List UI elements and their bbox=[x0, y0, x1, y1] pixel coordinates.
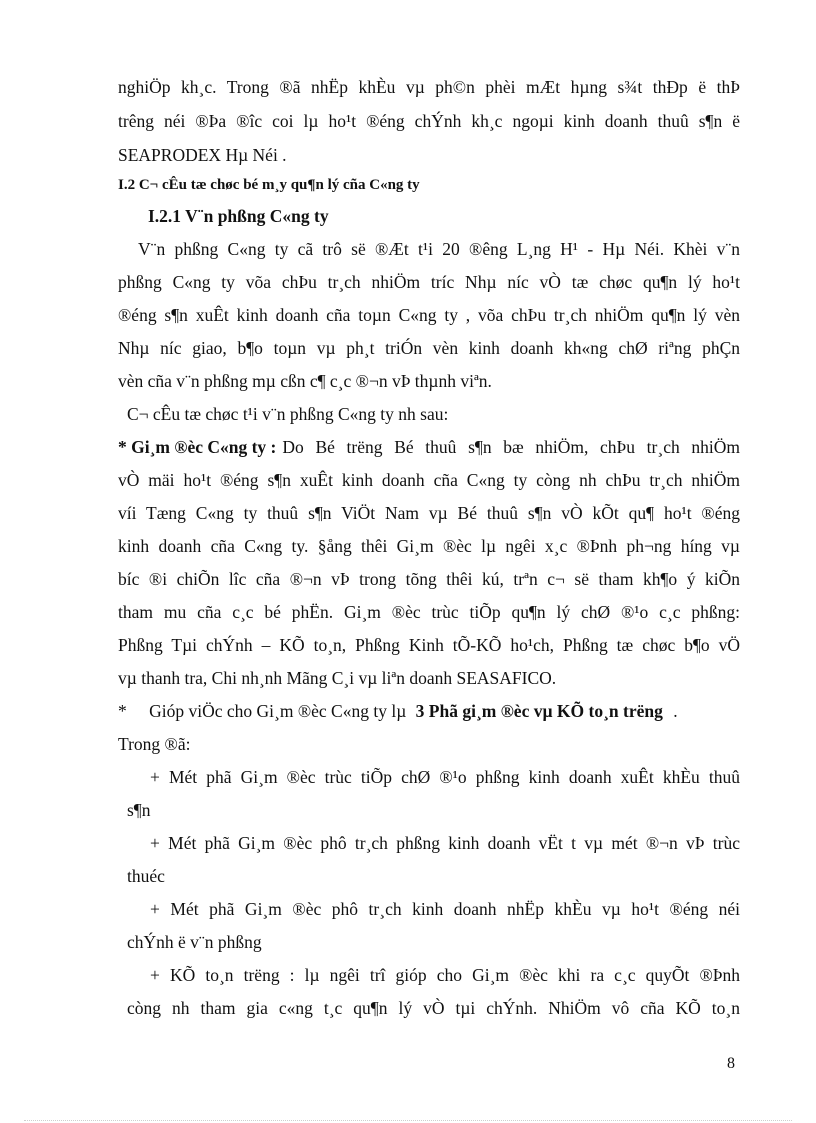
text-line: chÝnh ë v¨n phßng bbox=[127, 932, 262, 952]
text-line: ®éng s¶n xuÊt kinh doanh cña toµn C«ng ty , võa chÞu tr¸ch nhiÖm qu¶n lý vèn bbox=[118, 305, 740, 325]
text-line: phßng C«ng ty võa chÞu tr¸ch nhiÖm tríc Nhµ níc vÒ tæ chøc qu¶n lý ho¹t bbox=[118, 272, 740, 292]
section-heading: I.2 C¬ cÊu tæ chøc bé m¸y qu¶n lý cña C«ng ty bbox=[118, 177, 420, 193]
text-line: s¶n bbox=[127, 800, 151, 820]
page-number: 8 bbox=[727, 1055, 735, 1072]
text-line: vèn cña v¨n phßng mµ cßn c¶ c¸c ®¬n vÞ thµnh viªn. bbox=[118, 371, 492, 391]
text-line: vµ thanh tra, Chi nh¸nh Mãng C¸i vµ liªn doanh SEASAFICO. bbox=[118, 668, 557, 688]
paragraph-line bbox=[118, 700, 678, 722]
bullet-star: * bbox=[118, 701, 127, 721]
text-line: Do Bé trëng Bé thuû s¶n bæ nhiÖm, chÞu tr¸ch nhiÖm bbox=[282, 437, 740, 457]
text-line: nghiÖp kh¸c. Trong ®ã nhËp khÈu vµ ph©n phèi mÆt hµng s¾t thÐp ë thÞ bbox=[118, 77, 740, 97]
text-line: Nhµ níc giao, b¶o toµn vµ ph¸t triÓn vèn kinh doanh kh«ng chØ riªng phÇn bbox=[118, 338, 740, 358]
paragraph-line bbox=[118, 436, 740, 458]
text-line: kinh doanh cña C«ng ty. §ång thêi Gi¸m ®èc lµ ngêi x¸c ®Þnh ph¬ng híng vµ bbox=[118, 536, 740, 556]
text-line: Trong ®ã: bbox=[118, 734, 191, 754]
text-line: V¨n phßng C«ng ty cã trô së ®Æt t¹i 20 ®êng L¸ng H¹ - Hµ Néi. Khèi v¨n bbox=[138, 239, 740, 259]
text-line: Phßng Tµi chÝnh – KÕ to¸n, Phßng Kinh tÕ-KÕ ho¹ch, Phßng tæ chøc b¶o vÖ bbox=[118, 635, 740, 655]
bold-text-run: 3 Phã gi¸m ®èc vµ KÕ to¸n trëng bbox=[415, 701, 663, 721]
text-line: tham mu cña c¸c bé phËn. Gi¸m ®èc trùc tiÕp qu¶n lý chØ ®¹o c¸c phßng: bbox=[118, 602, 740, 622]
list-item: + Mét phã Gi¸m ®èc phô tr¸ch kinh doanh nhËp khÈu vµ ho¹t ®éng néi bbox=[150, 899, 740, 919]
text-run: Gióp viÖc cho Gi¸m ®èc C«ng ty lµ bbox=[149, 701, 407, 721]
list-item: + Mét phã Gi¸m ®èc trùc tiÕp chØ ®¹o phßng kinh doanh xuÊt khÈu thuû bbox=[150, 767, 740, 787]
text-run: . bbox=[673, 701, 678, 721]
text-line: C¬ cÊu tæ chøc t¹i v¨n phßng C«ng ty nh sau: bbox=[127, 404, 449, 424]
text-line: vÒ mäi ho¹t ®éng s¶n xuÊt kinh doanh cña C«ng ty còng nh chÞu tr¸ch nhiÖm bbox=[118, 470, 740, 490]
text-line: thuéc bbox=[127, 866, 165, 886]
subsection-heading: I.2.1 V¨n phßng C«ng ty bbox=[148, 206, 329, 226]
text-line: SEAPRODEX Hµ Néi . bbox=[118, 145, 287, 165]
text-line: bíc ®i chiÕn lîc cña ®¬n vÞ trong tõng thêi kú, trªn c¬ së tham kh¶o ý kiÕn bbox=[118, 569, 740, 589]
list-item: + KÕ to¸n trëng : lµ ngêi trî gióp cho Gi¸m ®èc khi ra c¸c quyÕt ®Þnh bbox=[150, 965, 740, 985]
list-item: + Mét phã Gi¸m ®èc phô tr¸ch phßng kinh doanh vËt t vµ mét ®¬n vÞ trùc bbox=[150, 833, 740, 853]
text-line: trêng néi ®Þa ®îc coi lµ ho¹t ®éng chÝnh kh¸c ngoµi kinh doanh thuû s¶n ë bbox=[118, 111, 740, 131]
text-line: víi Tæng C«ng ty thuû s¶n ViÖt Nam vµ Bé thuû s¶n vÒ kÕt qu¶ ho¹t ®éng bbox=[118, 503, 740, 523]
director-label: * Gi¸m ®èc C«ng ty : bbox=[118, 437, 277, 457]
text-line: còng nh tham gia c«ng t¸c qu¶n lý vÒ tµi chÝnh. NhiÖm vô cña KÕ to¸n bbox=[127, 998, 740, 1018]
page-divider bbox=[24, 1120, 792, 1121]
